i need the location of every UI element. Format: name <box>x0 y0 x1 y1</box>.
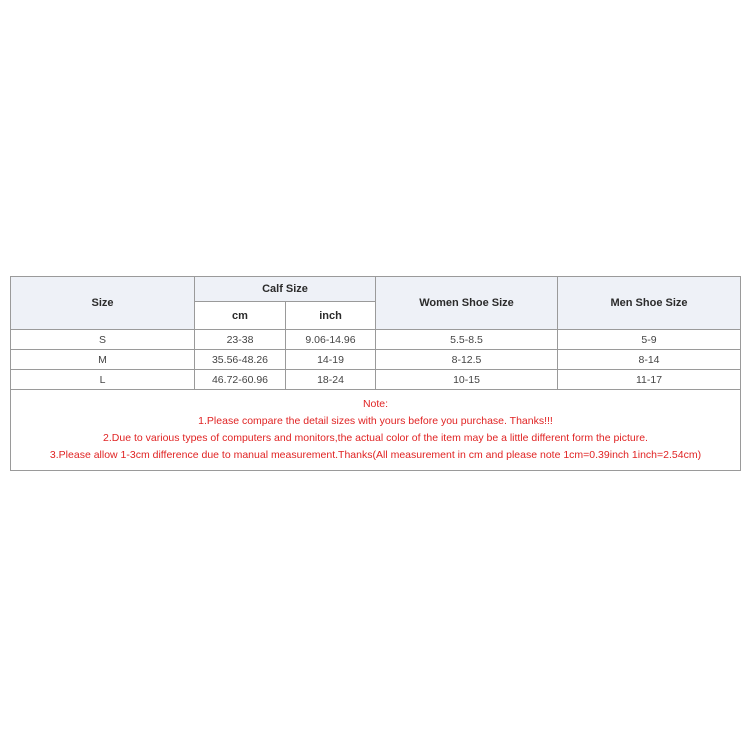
size-chart-table <box>10 276 741 471</box>
men-shoe-size-header: Men Shoe Size <box>558 277 741 330</box>
calf-size-header: Calf Size <box>195 277 376 302</box>
note-row <box>11 390 741 471</box>
women-shoe-cell: 8-12.5 <box>376 350 558 370</box>
size-cell: M <box>11 350 195 370</box>
table-row <box>11 350 741 370</box>
women-shoe-size-header: Women Shoe Size <box>376 277 558 330</box>
men-shoe-cell: 5-9 <box>558 330 741 350</box>
table-row <box>11 330 741 350</box>
inch-header: inch <box>286 302 376 330</box>
note-line-3: 3.Please allow 1-3cm difference due to manual measurement.Thanks(All measurement in cm and please note 1cm=0.39inch 1inch=2.54cm) <box>49 449 702 461</box>
table-row <box>11 370 741 390</box>
cm-cell: 46.72-60.96 <box>195 370 286 390</box>
note-line-1: 1.Please compare the detail sizes with yours before you purchase. Thanks!!! <box>198 415 553 427</box>
cm-header: cm <box>195 302 286 330</box>
note-cell <box>11 390 741 471</box>
cm-cell: 23-38 <box>195 330 286 350</box>
inch-cell: 18-24 <box>286 370 376 390</box>
women-shoe-cell: 10-15 <box>376 370 558 390</box>
cm-cell: 35.56-48.26 <box>195 350 286 370</box>
size-cell: S <box>11 330 195 350</box>
header-row-top <box>11 277 741 302</box>
women-shoe-cell: 5.5-8.5 <box>376 330 558 350</box>
men-shoe-cell: 11-17 <box>558 370 741 390</box>
men-shoe-cell: 8-14 <box>558 350 741 370</box>
size-header: Size <box>11 277 195 330</box>
note-line-2: 2.Due to various types of computers and monitors,the actual color of the item may be a little different form the picture. <box>103 432 648 444</box>
inch-cell: 14-19 <box>286 350 376 370</box>
note-title: Note: <box>362 398 389 410</box>
inch-cell: 9.06-14.96 <box>286 330 376 350</box>
size-cell: L <box>11 370 195 390</box>
